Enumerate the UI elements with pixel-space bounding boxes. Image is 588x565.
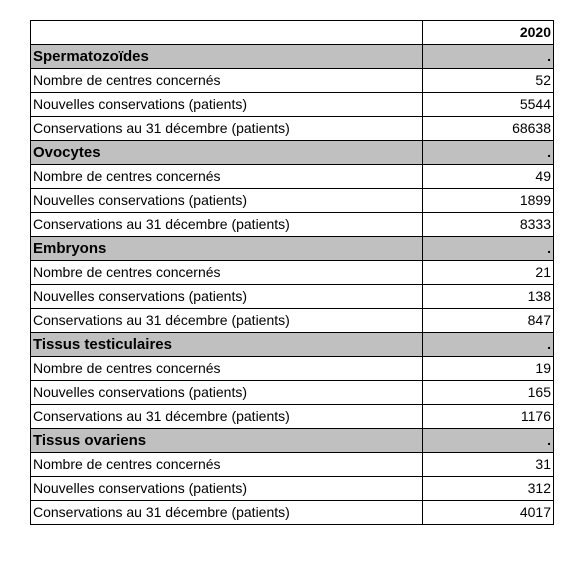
section-row-tissus-ovariens (31, 429, 554, 453)
row-value: 21 (423, 261, 554, 285)
row-label: Nouvelles conservations (patients) (31, 381, 423, 405)
table-row (31, 165, 554, 189)
row-value: 138 (423, 285, 554, 309)
row-label: Conservations au 31 décembre (patients) (31, 501, 423, 525)
table-row (31, 501, 554, 525)
row-value: 8333 (423, 213, 554, 237)
row-label: Nouvelles conservations (patients) (31, 285, 423, 309)
section-title: Tissus ovariens (31, 429, 423, 453)
row-value: 1899 (423, 189, 554, 213)
section-row-embryons (31, 237, 554, 261)
row-label: Conservations au 31 décembre (patients) (31, 309, 423, 333)
data-table (30, 20, 554, 525)
row-label: Nouvelles conservations (patients) (31, 189, 423, 213)
row-label: Conservations au 31 décembre (patients) (31, 117, 423, 141)
row-value: 1176 (423, 405, 554, 429)
section-marker: . (423, 141, 554, 165)
table-row (31, 357, 554, 381)
table-row (31, 453, 554, 477)
section-marker: . (423, 429, 554, 453)
row-label: Nombre de centres concernés (31, 261, 423, 285)
row-value: 19 (423, 357, 554, 381)
table-row (31, 405, 554, 429)
section-row-spermatozoides (31, 45, 554, 69)
table-row (31, 381, 554, 405)
table-row (31, 309, 554, 333)
table-row (31, 69, 554, 93)
year-header-cell: 2020 (423, 21, 554, 45)
section-marker: . (423, 45, 554, 69)
section-marker: . (423, 237, 554, 261)
row-label: Conservations au 31 décembre (patients) (31, 405, 423, 429)
row-value: 312 (423, 477, 554, 501)
row-label: Nombre de centres concernés (31, 453, 423, 477)
table-row (31, 117, 554, 141)
row-value: 49 (423, 165, 554, 189)
row-value: 68638 (423, 117, 554, 141)
section-title: Ovocytes (31, 141, 423, 165)
section-title: Spermatozoïdes (31, 45, 423, 69)
row-value: 165 (423, 381, 554, 405)
section-marker: . (423, 333, 554, 357)
table-body (31, 21, 554, 525)
table-row (31, 477, 554, 501)
header-empty-cell (31, 21, 423, 45)
table-row (31, 189, 554, 213)
table-row (31, 213, 554, 237)
header-row (31, 21, 554, 45)
row-value: 5544 (423, 93, 554, 117)
row-label: Nombre de centres concernés (31, 69, 423, 93)
row-label: Conservations au 31 décembre (patients) (31, 213, 423, 237)
row-value: 31 (423, 453, 554, 477)
row-value: 4017 (423, 501, 554, 525)
table-row (31, 93, 554, 117)
table-row (31, 285, 554, 309)
row-value: 52 (423, 69, 554, 93)
row-value: 847 (423, 309, 554, 333)
section-row-tissus-testiculaires (31, 333, 554, 357)
section-row-ovocytes (31, 141, 554, 165)
section-title: Tissus testiculaires (31, 333, 423, 357)
section-title: Embryons (31, 237, 423, 261)
row-label: Nouvelles conservations (patients) (31, 477, 423, 501)
row-label: Nouvelles conservations (patients) (31, 93, 423, 117)
table-row (31, 261, 554, 285)
row-label: Nombre de centres concernés (31, 357, 423, 381)
row-label: Nombre de centres concernés (31, 165, 423, 189)
